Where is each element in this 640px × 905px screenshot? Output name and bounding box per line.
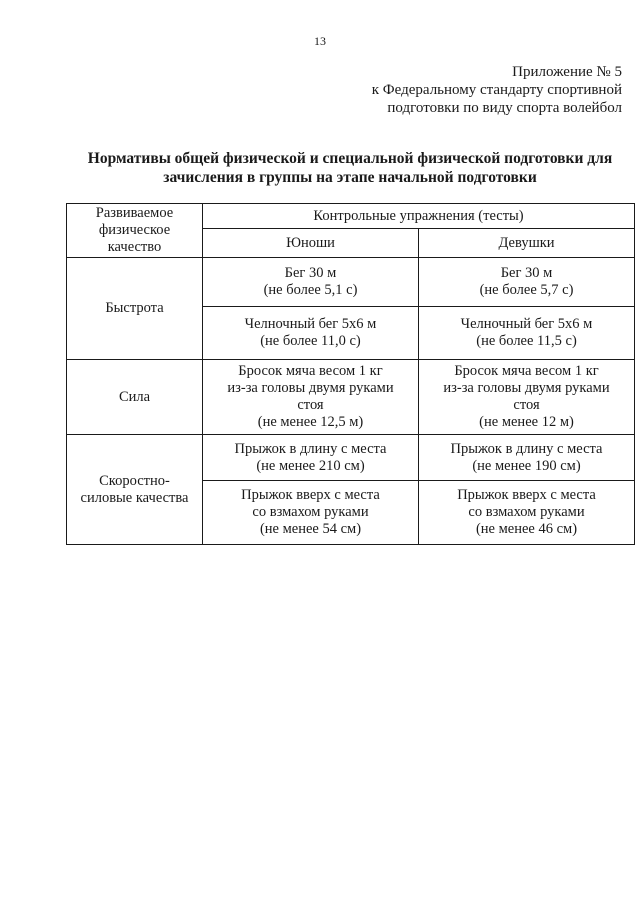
- table-cell-girls: Челночный бег 5х6 м (не более 11,5 с): [419, 307, 635, 360]
- standards-table: [66, 203, 635, 545]
- quality-strength: Сила: [67, 360, 203, 435]
- appendix-line-1: Приложение № 5: [512, 64, 622, 80]
- table-cell-girls: Бег 30 м (не более 5,7 с): [419, 258, 635, 307]
- table-cell-boys: Бросок мяча весом 1 кг из-за головы двумя руками стоя (не менее 12,5 м): [203, 360, 419, 435]
- header-girls: Девушки: [419, 229, 635, 258]
- document-title-line-2: зачисления в группы на этапе начальной подготовки: [163, 169, 537, 186]
- table-cell-boys: Прыжок вверх с места со взмахом руками (не менее 54 см): [203, 481, 419, 545]
- table-cell-girls: Прыжок вверх с места со взмахом руками (не менее 46 см): [419, 481, 635, 545]
- table-cell-boys: Челночный бег 5х6 м (не более 11,0 с): [203, 307, 419, 360]
- quality-speed-strength: Скоростно- силовые качества: [67, 435, 203, 545]
- table-cell-boys: Прыжок в длину с места (не менее 210 см): [203, 435, 419, 481]
- appendix-header: [372, 63, 622, 117]
- table-cell-girls: Прыжок в длину с места (не менее 190 см): [419, 435, 635, 481]
- quality-speed: Быстрота: [67, 258, 203, 360]
- header-quality: Развиваемое физическое качество: [67, 204, 203, 258]
- appendix-line-3: подготовки по виду спорта волейбол: [387, 100, 622, 116]
- document-title: [60, 149, 640, 187]
- table-cell-boys: Бег 30 м (не более 5,1 с): [203, 258, 419, 307]
- page-number: 13: [314, 34, 326, 48]
- header-tests: Контрольные упражнения (тесты): [203, 204, 635, 229]
- header-boys: Юноши: [203, 229, 419, 258]
- table-cell-girls: Бросок мяча весом 1 кг из-за головы двумя руками стоя (не менее 12 м): [419, 360, 635, 435]
- document-title-line-1: Нормативы общей физической и специальной физической подготовки для: [87, 150, 613, 167]
- appendix-line-2: к Федеральному стандарту спортивной: [371, 82, 622, 98]
